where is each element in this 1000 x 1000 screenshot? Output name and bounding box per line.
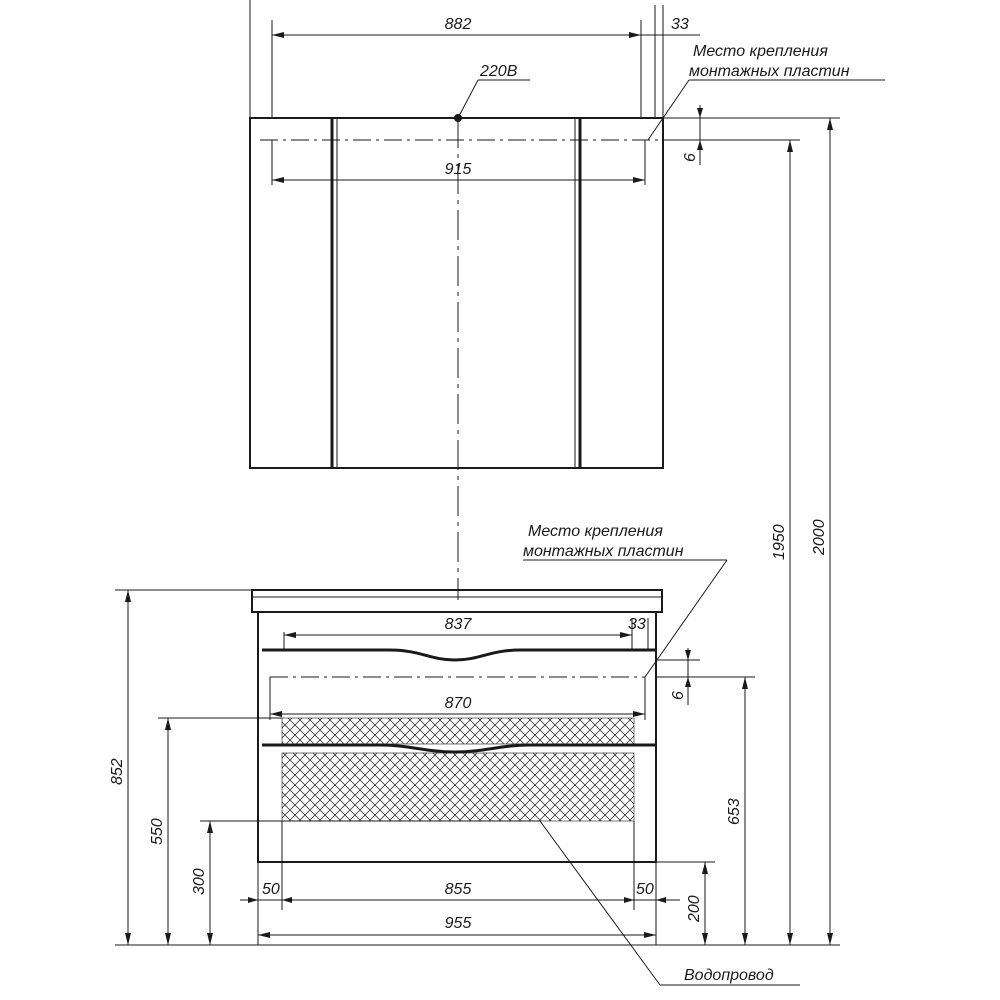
dim-50-left: 50: [262, 881, 280, 898]
vanity-top-dimensions: [284, 616, 648, 650]
power-label: [458, 63, 530, 118]
dim-882: 882: [444, 16, 472, 33]
mount-note-mid-line2: монтажных пластин: [523, 543, 684, 560]
mount-note-top-line1: Место крепления: [693, 43, 828, 60]
mirror-top-dimensions: [250, 0, 700, 118]
lower-drawer-line: [262, 745, 655, 752]
mount-note-top: [648, 43, 885, 140]
dim-837: 837: [444, 616, 472, 633]
height-dimensions: [771, 118, 833, 945]
mount-note-mid: [523, 523, 727, 677]
hatch-area-lower: [282, 753, 634, 821]
hatch-top-dimension: [149, 718, 282, 945]
bottom-width-dimensions: [240, 821, 680, 945]
hatch-area-upper: [282, 718, 634, 744]
upper-drawer-line: [262, 650, 655, 660]
vanity-height-dimension: [109, 590, 252, 945]
bottom-clearance-dimension: [656, 862, 715, 945]
dim-653: 653: [726, 798, 743, 825]
dim-200: 200: [686, 895, 703, 922]
dim-33-vanity: 33: [628, 616, 646, 633]
dim-300: 300: [191, 868, 208, 895]
dim-50-right: 50: [636, 881, 654, 898]
dim-870: 870: [444, 695, 472, 712]
vanity-plate-dimension: [270, 677, 645, 720]
mount-note-mid-line1: Место крепления: [528, 523, 663, 540]
dim-955: 955: [444, 915, 472, 932]
dim-6-vanity: 6: [670, 691, 687, 700]
mount-note-top-line2: монтажных пластин: [689, 63, 850, 80]
dim-6-top: 6: [682, 153, 699, 162]
water-supply-label: Водопровод: [684, 967, 774, 984]
dim-852: 852: [109, 758, 126, 785]
vanity-countertop: [252, 590, 662, 612]
dim-1950: 1950: [771, 524, 788, 560]
dim-2000: 2000: [811, 519, 828, 555]
dim-550: 550: [149, 818, 166, 845]
mirror-gap-dimension: [663, 105, 840, 165]
water-supply-note: [540, 821, 800, 985]
dim-915: 915: [444, 161, 472, 178]
vanity-gap-dimension: [656, 648, 755, 705]
dim-33-top: 33: [671, 16, 689, 33]
plate-level-dimension: [726, 677, 748, 945]
hatch-bottom-dimension: [191, 821, 540, 945]
label-220v: 220В: [480, 63, 518, 80]
dim-855: 855: [444, 881, 472, 898]
